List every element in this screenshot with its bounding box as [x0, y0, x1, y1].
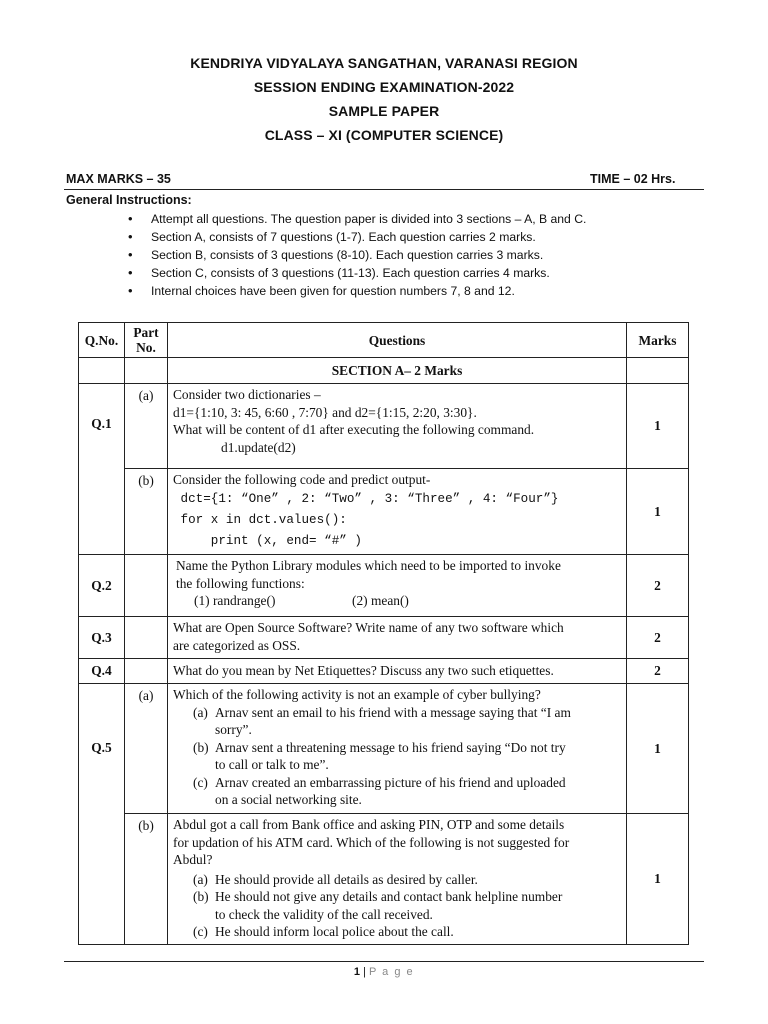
option-text: He should not give any details and contact bank helpline number [215, 889, 563, 904]
option-text: Arnav sent an email to his friend with a message saying that “I am [215, 704, 571, 720]
instruction-item: • Section C, consists of 3 questions (11-13). Each question carries 4 marks. [128, 264, 586, 282]
option-label: (a) [193, 871, 208, 887]
part-label: (b) [125, 814, 168, 945]
empty-cell [125, 617, 168, 659]
question-line: are categorized as OSS. [173, 637, 301, 653]
option-text-cont: to call or talk to me”. [215, 757, 329, 772]
option-text: He should provide all details as desired by caller. [215, 871, 478, 887]
empty-cell [627, 358, 689, 384]
marks-value: 2 [627, 555, 689, 617]
instruction-item: • Attempt all questions. The question paper is divided into 3 sections – A, B and C. [128, 210, 586, 228]
instructions-list [128, 210, 586, 300]
col-header-part-line2: No. [136, 340, 156, 355]
question-line: What are Open Source Software? Write name of any two software which [173, 620, 564, 635]
question-line: Which of the following activity is not an example of cyber bullying? [173, 687, 541, 702]
question-number: Q.4 [79, 659, 125, 684]
header-organization: KENDRIYA VIDYALAYA SANGATHAN, VARANASI REGION [190, 55, 578, 71]
question-line: for updation of his ATM card. Which of the following is not suggested for [173, 834, 570, 850]
option-item [173, 888, 622, 906]
marks-value: 2 [627, 617, 689, 659]
part-label: (b) [125, 469, 168, 555]
col-header-part [125, 323, 168, 358]
col-header-marks: Marks [627, 323, 689, 358]
empty-cell [79, 358, 125, 384]
page-word: P a g e [368, 966, 415, 978]
option-label: (a) [193, 704, 208, 720]
empty-cell [125, 555, 168, 617]
table-row [79, 617, 689, 659]
question-line: d1={1:10, 3: 45, 6:60 , 7:70} and d2={1:15, 2:20, 3:30}. [173, 404, 477, 420]
function-item: (1) randrange() [194, 593, 276, 608]
page-separator: | [359, 966, 369, 978]
question-text: What do you mean by Net Etiquettes? Discuss any two such etiquettes. [168, 659, 627, 684]
page-footer [0, 966, 768, 978]
instruction-item: • Section B, consists of 3 questions (8-10). Each question carries 3 marks. [128, 246, 586, 264]
marks-value: 1 [627, 684, 689, 814]
option-item [173, 923, 622, 941]
code-line: for x in dct.values(): [173, 512, 347, 527]
question-line: Consider the following code and predict output- [173, 472, 431, 487]
question-line: What will be content of d1 after executing the following command. [173, 422, 535, 437]
header-paper: SAMPLE PAPER [328, 103, 440, 119]
question-line: Name the Python Library modules which need to be imported to invoke [176, 558, 561, 573]
function-item: (2) mean() [352, 593, 409, 608]
empty-cell [125, 659, 168, 684]
section-title: SECTION A– 2 Marks [168, 358, 627, 384]
table-row [79, 659, 689, 684]
code-line: print (x, end= “#” ) [173, 533, 362, 548]
marks-value: 1 [627, 384, 689, 469]
question-text [168, 814, 627, 945]
table-row [79, 814, 689, 945]
option-item [173, 739, 622, 757]
part-label: (a) [125, 384, 168, 469]
function-list [176, 592, 622, 610]
question-line: the following functions: [176, 575, 305, 591]
header-exam: SESSION ENDING EXAMINATION-2022 [253, 79, 515, 95]
code-line: dct={1: “One” , 2: “Two” , 3: “Three” , 4: “Four”} [173, 491, 559, 506]
page-number: 1 [353, 966, 360, 978]
empty-cell [125, 358, 168, 384]
marks-value: 1 [627, 469, 689, 555]
question-text [168, 555, 627, 617]
option-text: He should inform local police about the call. [215, 924, 454, 939]
footer-divider [64, 961, 704, 962]
option-text: Arnav created an embarrassing picture of his friend and uploaded [215, 774, 566, 790]
divider [64, 189, 704, 190]
question-number: Q.2 [79, 555, 125, 617]
part-label: (a) [125, 684, 168, 814]
instruction-item: • Section A, consists of 7 questions (1-7). Each question carries 2 marks. [128, 228, 586, 246]
option-item [173, 871, 622, 889]
max-marks: MAX MARKS – 35 [66, 172, 171, 186]
option-text-cont: sorry”. [215, 722, 252, 737]
marks-value: 2 [627, 659, 689, 684]
option-label: (b) [193, 889, 209, 904]
col-header-qno: Q.No. [79, 323, 125, 358]
question-line: Consider two dictionaries – [173, 387, 321, 402]
question-number: Q.3 [79, 617, 125, 659]
option-text-cont: to check the validity of the call received. [215, 906, 433, 922]
question-line: Abdul got a call from Bank office and asking PIN, OTP and some details [173, 817, 565, 832]
instruction-item: • Internal choices have been given for question numbers 7, 8 and 12. [128, 282, 586, 300]
col-header-part-line1: Part [133, 325, 159, 340]
table-row [79, 684, 689, 814]
question-number: Q.5 [79, 684, 125, 945]
marks-value: 1 [627, 814, 689, 945]
time-allowed: TIME – 02 Hrs. [590, 172, 676, 186]
table-row [79, 469, 689, 555]
table-row [79, 555, 689, 617]
question-number: Q.1 [79, 384, 125, 555]
header-class: CLASS – XI (COMPUTER SCIENCE) [264, 127, 504, 143]
question-line: d1.update(d2) [221, 439, 296, 455]
question-text [168, 384, 627, 469]
instructions-title: General Instructions: [66, 193, 192, 207]
question-line: Abdul? [173, 852, 213, 867]
option-label: (c) [193, 924, 208, 939]
question-text [168, 617, 627, 659]
col-header-questions: Questions [168, 323, 627, 358]
option-item [173, 774, 622, 792]
option-label: (b) [193, 739, 209, 755]
question-text [168, 469, 627, 555]
table-row [79, 384, 689, 469]
question-table [78, 322, 689, 945]
question-text [168, 684, 627, 814]
option-text-cont: on a social networking site. [215, 792, 362, 807]
option-item [173, 704, 622, 722]
option-label: (c) [193, 774, 208, 790]
option-text: Arnav sent a threatening message to his friend saying “Do not try [215, 739, 566, 755]
section-row [79, 358, 689, 384]
table-header-row [79, 323, 689, 358]
